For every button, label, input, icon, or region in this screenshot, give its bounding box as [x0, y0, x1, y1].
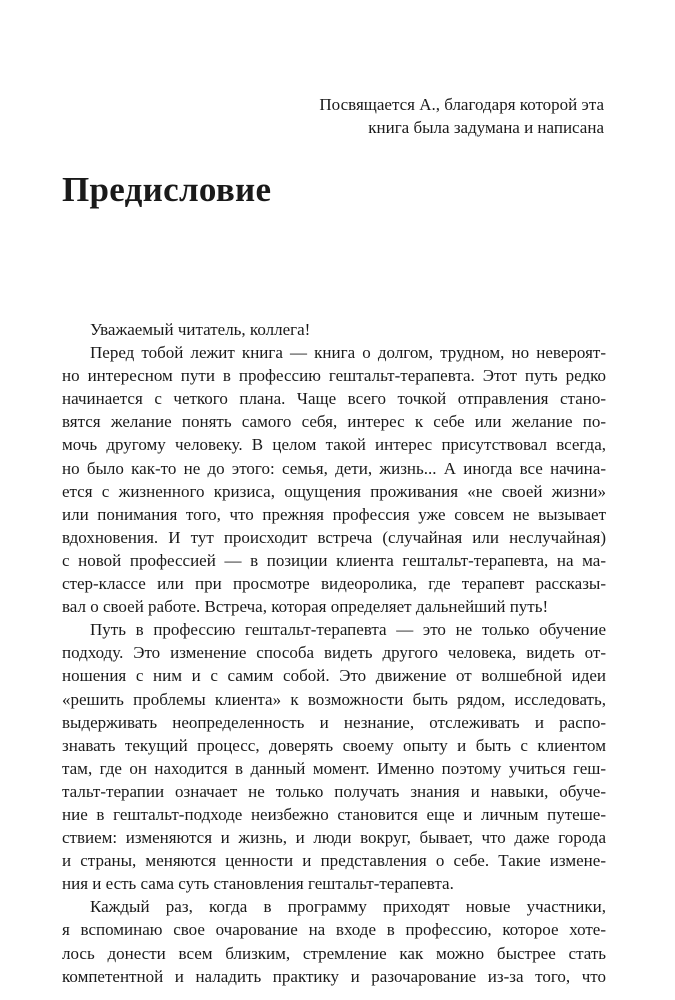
text-line: «решить проблемы клиента» к возможности быть рядом, исследовать,	[62, 689, 606, 709]
text-line: ния и есть сама суть становления гештальт-терапевта.	[62, 874, 454, 894]
text-line: знавать текущий процесс, доверять своему опыту и быть с клиентом	[62, 735, 606, 755]
text-line: вал о своей работе. Встреча, которая определяет дальнейший путь!	[62, 597, 549, 617]
text-line: ние в гештальт-подходе неизбежно становится еще и личным путеше-	[62, 804, 606, 824]
text-line: или понимания того, что прежняя профессия уже совсем не вызывает	[62, 504, 606, 524]
text-line: ствием: изменяются и жизнь, и люди вокруг, бывает, что даже города	[62, 828, 606, 848]
text-line: тальт-терапии означает не только получать знания и навыки, обуче-	[62, 781, 606, 801]
text-line: мочь другому человеку. В целом такой интерес присутствовал всегда,	[62, 435, 606, 455]
text-line: и страны, меняются ценности и представления о себе. Такие измене-	[62, 851, 606, 871]
text-line: ется с жизненного кризиса, ощущения проживания «не своей жизни»	[62, 481, 606, 501]
text-line: с новой профессией — в позиции клиента гештальт-терапевта, на ма-	[62, 550, 606, 570]
text-line: но интересном пути в профессию гештальт-терапевта. Этот путь редко	[62, 366, 606, 386]
dedication	[224, 93, 604, 139]
text-line: Перед тобой лежит книга — книга о долгом, трудном, но невероят-	[90, 343, 606, 363]
text-line: начинается с четкого плана. Чаще всего точкой отправления стано-	[62, 389, 606, 409]
text-line: я вспоминаю свое очарование на входе в профессию, которое хоте-	[62, 920, 606, 940]
dedication-line: Посвящается А., благодаря которой эта	[319, 95, 604, 114]
text-line: Каждый раз, когда в программу приходят новые участники,	[90, 897, 606, 917]
text-line: компетентной и наладить практику и разочарование из-за того, что	[62, 966, 606, 986]
text-line: ношения с ним и с самим собой. Это движение от волшебной идеи	[62, 666, 606, 686]
text-line: вдохновения. И тут происходит встреча (случайная или неслучайная)	[62, 527, 606, 547]
text-line: Уважаемый читатель, коллега!	[90, 320, 311, 339]
text-line: подходу. Это изменение способа видеть другого человека, видеть от-	[62, 643, 606, 663]
text-line: Путь в профессию гештальт-терапевта — это не только обучение	[90, 620, 606, 640]
body-text	[62, 318, 606, 988]
chapter-title: Предисловие	[62, 170, 272, 209]
text-line: стер-классе или при просмотре видеоролика, где терапевт рассказы-	[62, 574, 606, 594]
text-line: вятся желание понять самого себя, интерес к себе или желание по-	[62, 412, 606, 432]
text-line: лось донести всем близким, стремление как можно быстрее стать	[62, 943, 606, 963]
text-line: но было как-то не до этого: семья, дети, жизнь... А иногда все начина-	[62, 458, 606, 478]
dedication-line: книга была задумана и написана	[368, 118, 604, 137]
text-line: выдерживать неопределенность и незнание, отслеживать и распо-	[62, 712, 606, 732]
text-line: там, где он находится в данный момент. Именно поэтому учиться геш-	[62, 758, 606, 778]
